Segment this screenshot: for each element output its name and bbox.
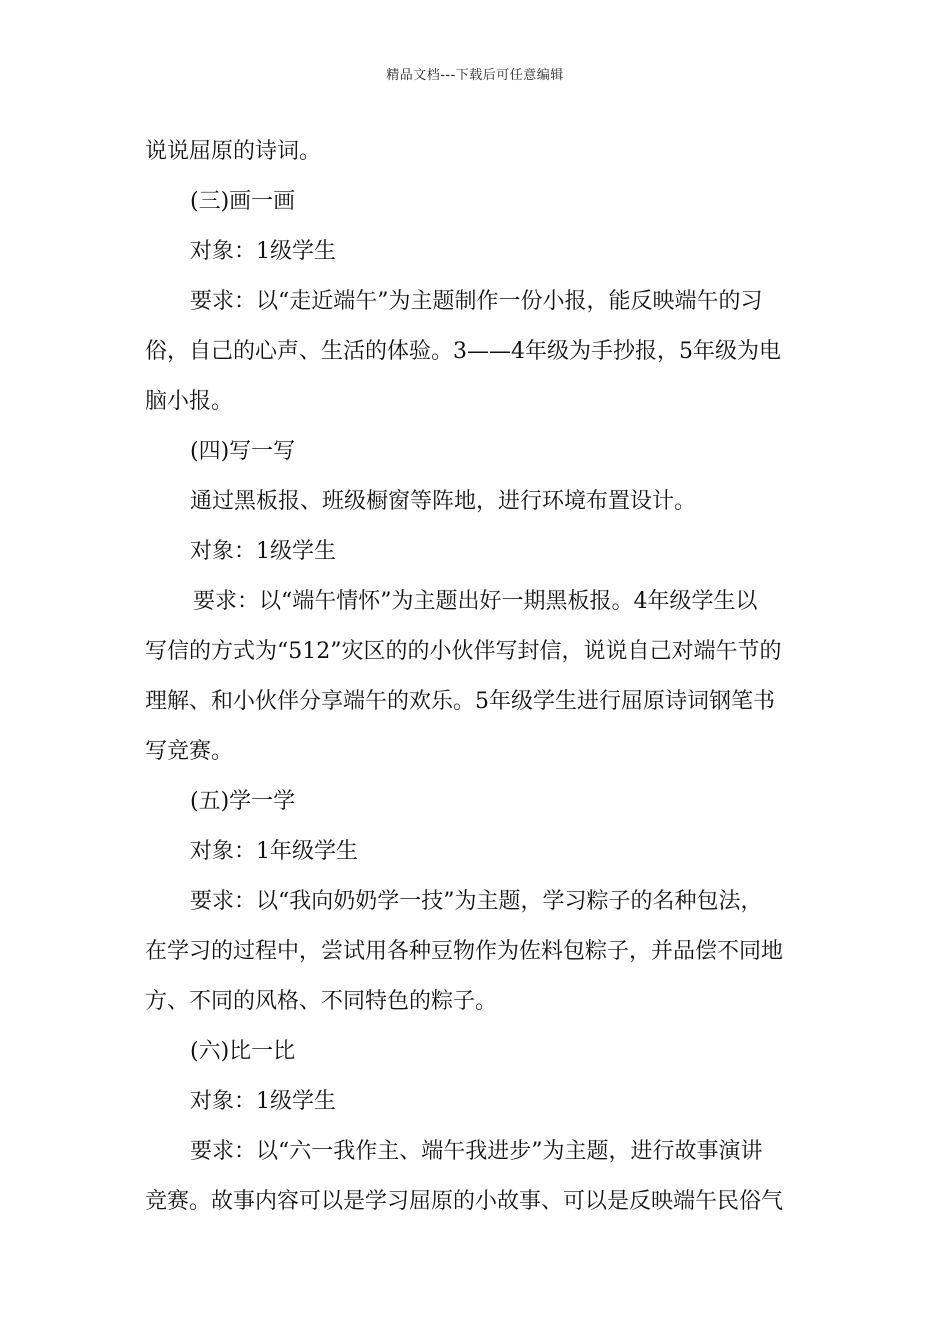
text-line: 在学习的过程中，尝试用各种豆物作为佐料包粽子，并品偿不同地 [145,939,784,964]
text-line: 写竞赛。 [145,739,234,764]
text-line: 要求：以“六一我作主、端午我进步”为主题，进行故事演讲 [190,1139,763,1164]
text-line: 对象：1级学生 [190,1089,336,1114]
text-line: 对象：1级学生 [190,539,336,564]
text-line: 理解、和小伙伴分享端午的欢乐。5年级学生进行屈原诗词钢笔书 [145,689,775,714]
section-heading: (四)写一写 [190,439,296,464]
text-line: 要求：以“走近端午”为主题制作一份小报，能反映端午的习 [190,289,763,314]
document-body [145,127,810,1227]
text-line: 说说屈原的诗词。 [145,139,322,164]
text-line: 对象：1年级学生 [190,839,358,864]
text-line: 要求：以“我向奶奶学一技”为主题，学习粽子的名种包法， [190,889,763,914]
section-heading: (六)比一比 [190,1039,296,1064]
text-line: 俗，自己的心声、生活的体验。3——4年级为手抄报，5年级为电 [145,339,781,364]
page-header: 精品文档---下载后可任意编辑 [386,68,564,83]
text-line: 竞赛。故事内容可以是学习屈原的小故事、可以是反映端午民俗气 [145,1189,784,1214]
text-line: 写信的方式为“512”灾区的的小伙伴写封信，说说自己对端午节的 [145,639,782,664]
text-line: 方、不同的风格、不同特色的粽子。 [145,989,498,1014]
text-line: 要求：以“端午情怀”为主题出好一期黑板报。4年级学生以 [193,589,758,614]
section-heading: (五)学一学 [190,789,296,814]
text-line: 通过黑板报、班级橱窗等阵地，进行环境布置设计。 [190,489,697,514]
section-heading: (三)画一画 [190,189,296,214]
text-line: 脑小报。 [145,389,234,414]
text-line: 对象：1级学生 [190,239,336,264]
